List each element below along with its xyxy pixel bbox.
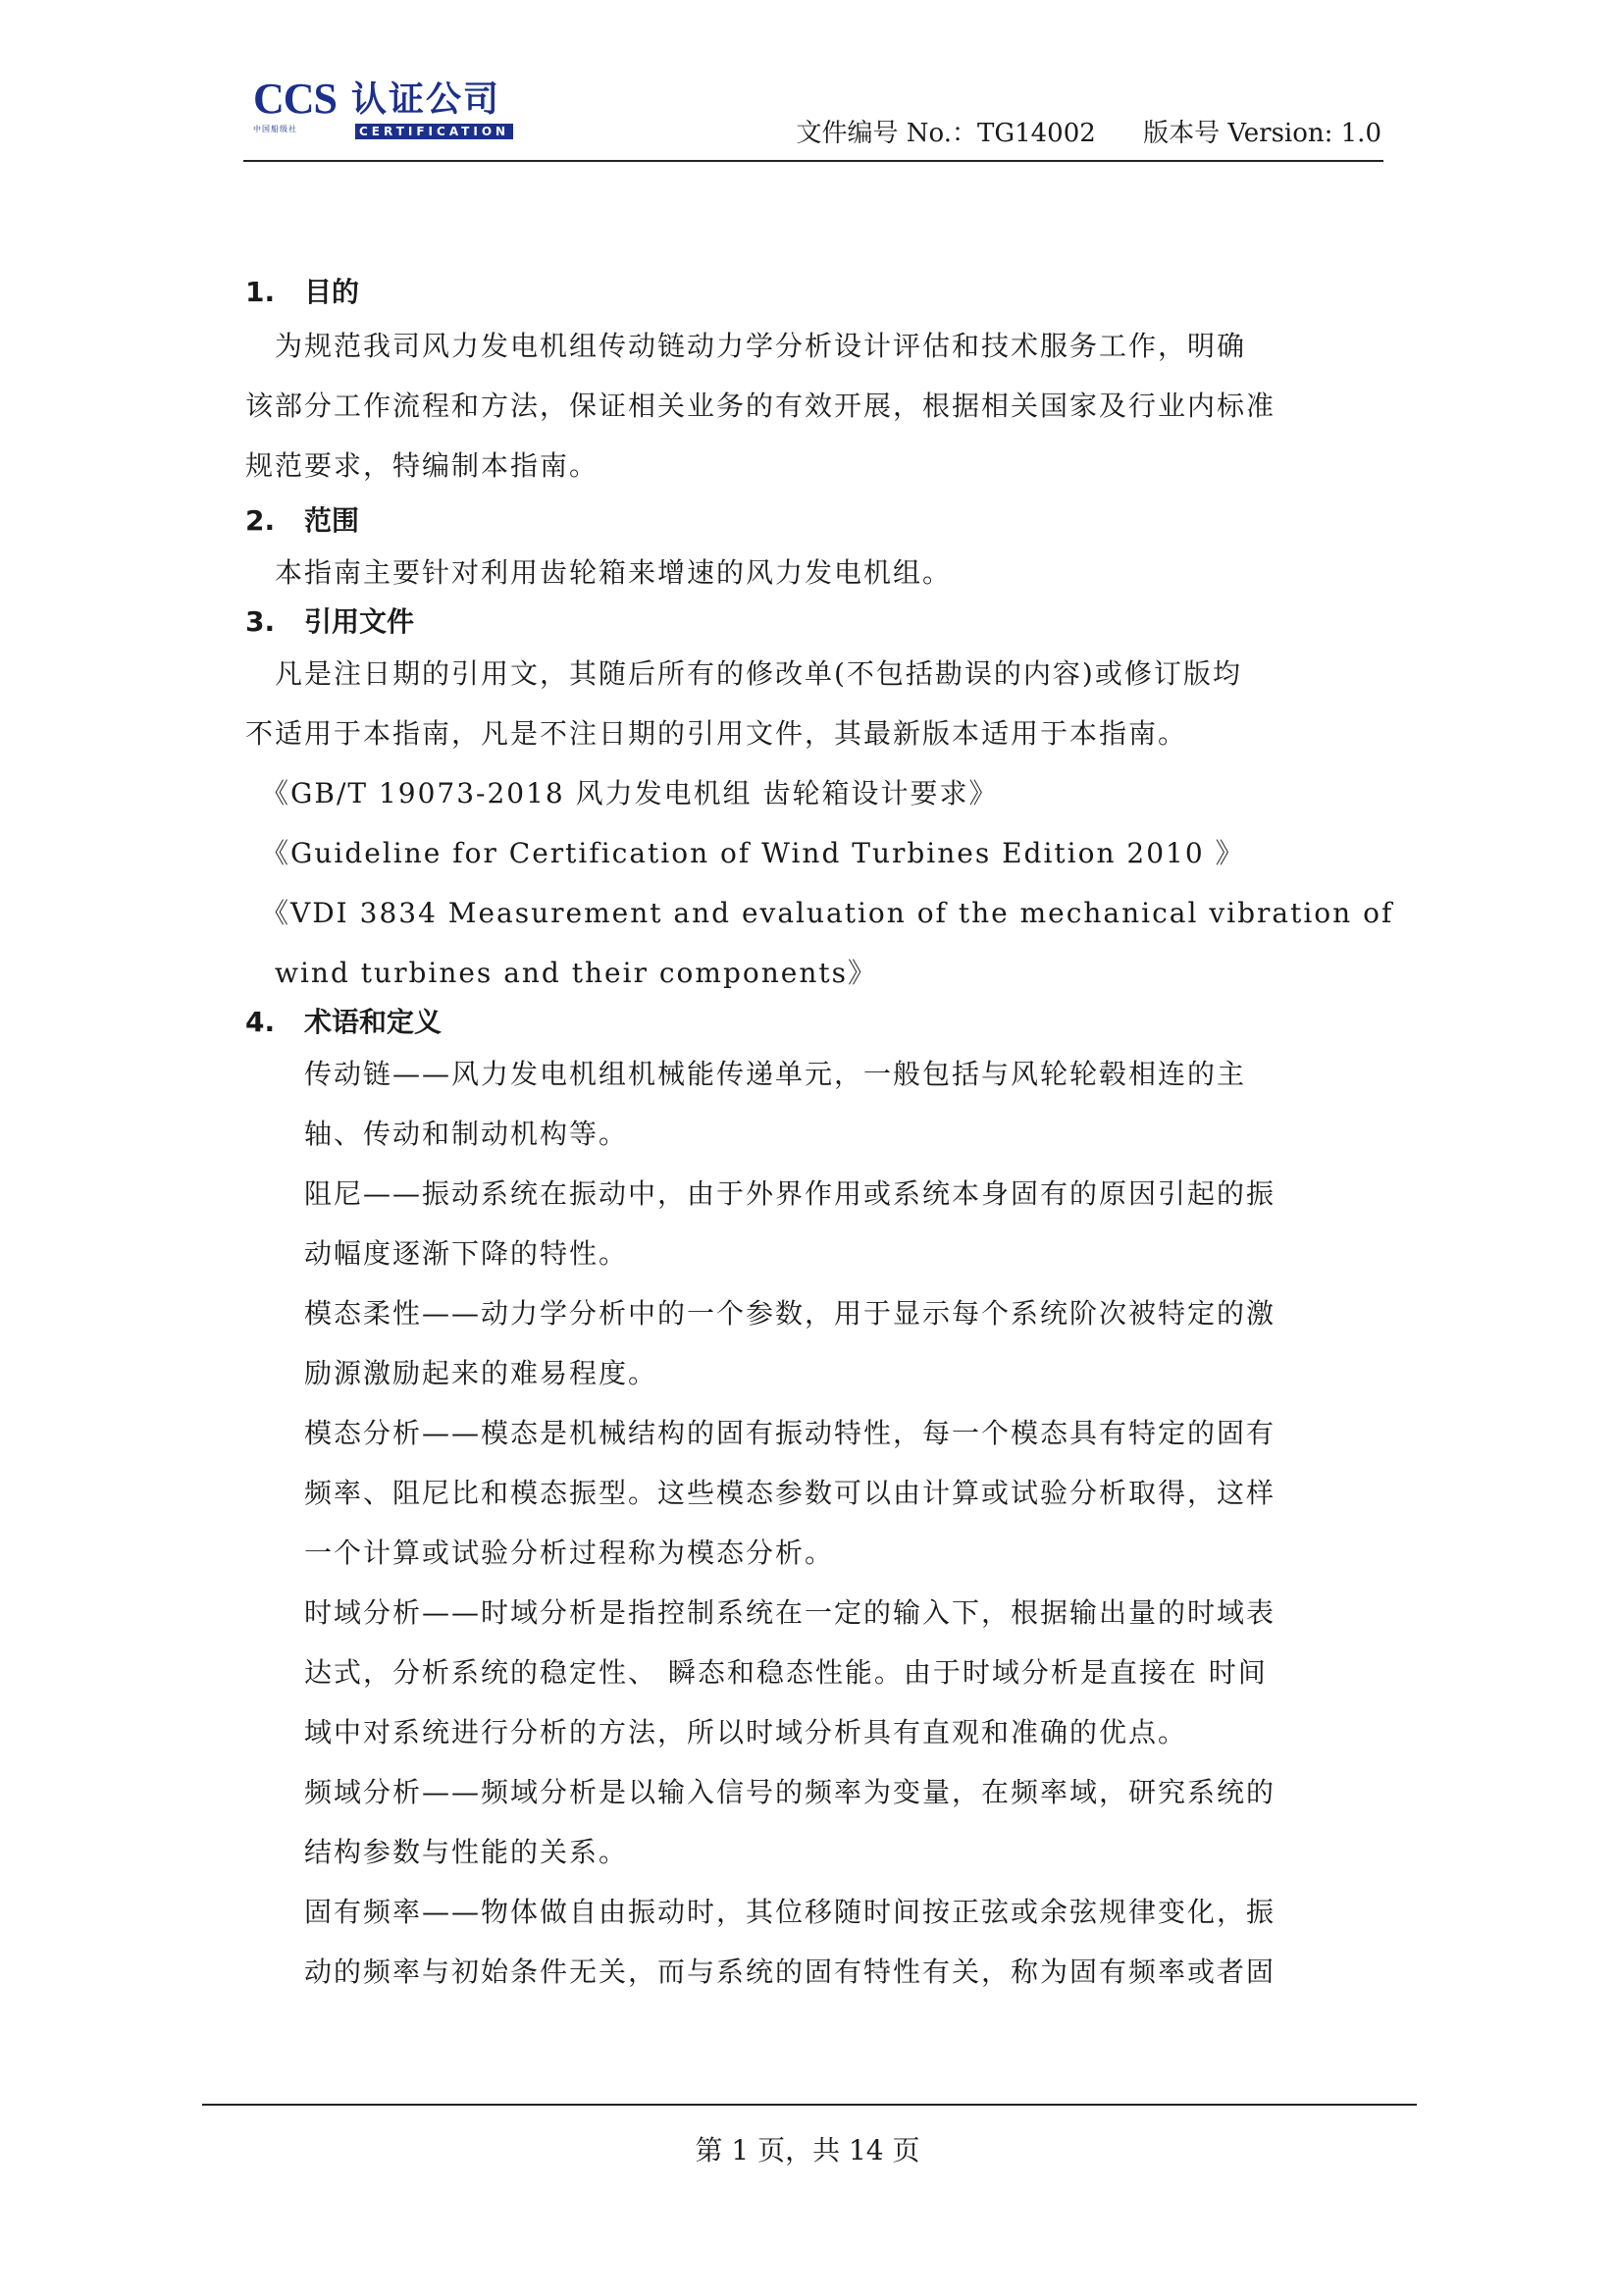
logo-ccs: CCS [253,75,338,123]
definition-line: 模态柔性——动力学分析中的一个参数，用于显示每个系统阶次被特定的激 [304,1297,1276,1330]
logo-cn: 认证公司 [351,79,501,120]
reference-item: wind turbines and their components》 [245,957,877,989]
page-number: 第 1 页，共 14 页 [695,2134,920,2166]
paragraph-line: 不适用于本指南，凡是不注日期的引用文件，其最新版本适用于本指南。 [245,717,1188,750]
section-heading-4 [245,1003,1383,1042]
reference-item: 《GB/T 19073-2018 风力发电机组 齿轮箱设计要求》 [245,777,999,809]
definition-line: 动的频率与初始条件无关，而与系统的固有特性有关，称为固有频率或者固 [304,1956,1276,1988]
paragraph-line: 为规范我司风力发电机组传动链动力学分析设计评估和技术服务工作，明确 [245,330,1247,362]
definition-line: 结构参数与性能的关系。 [304,1836,629,1868]
page-header [243,69,1381,163]
section-heading-3 [245,602,1383,642]
definition-line: 域中对系统进行分析的方法，所以时域分析具有直观和准确的优点。 [304,1716,1188,1748]
logo-sub: 中国船级社 [253,125,297,133]
section-title: 范围 [304,504,360,537]
section-number: 3. [245,605,276,638]
section-number: 4. [245,1006,276,1038]
paragraph-line: 规范要求，特编制本指南。 [245,449,599,482]
definition-line: 模态分析——模态是机械结构的固有振动特性，每一个模态具有特定的固有 [304,1417,1276,1449]
footer-divider [202,2104,1417,2106]
definition-line: 轴、传动和制动机构等。 [304,1118,629,1150]
document-number [791,118,1381,149]
definition-line: 励源激励起来的难易程度。 [304,1357,658,1389]
section-title: 目的 [304,276,360,308]
reference-item: 《Guideline for Certification of Wind Turbines Edition 2010 》 [245,837,1245,869]
section-heading-1 [245,273,1383,312]
definition-line: 频率、阻尼比和模态振型。这些模态参数可以由计算或试验分析取得，这样 [304,1477,1276,1509]
section-heading-2 [245,501,1383,541]
definition-line: 频域分析——频域分析是以输入信号的频率为变量，在频率域，研究系统的 [304,1776,1276,1808]
paragraph-line: 凡是注日期的引用文，其随后所有的修改单(不包括勘误的内容)或修订版均 [245,657,1242,690]
definition-line: 一个计算或试验分析过程称为模态分析。 [304,1537,835,1569]
section-number: 1. [245,276,276,308]
paragraph-line: 该部分工作流程和方法，保证相关业务的有效开展，根据相关国家及行业内标准 [245,390,1276,422]
section-number: 2. [245,504,276,537]
section-title: 术语和定义 [304,1006,443,1038]
section-title: 引用文件 [304,605,415,638]
definition-line: 达式，分析系统的稳定性、 瞬态和稳态性能。由于时域分析是直接在 时间 [304,1656,1268,1689]
definition-line: 动幅度逐渐下降的特性。 [304,1237,629,1270]
document-body [245,273,1394,2002]
header-divider [243,160,1383,162]
version-text: 版本号 Version: 1.0 [1143,119,1381,148]
paragraph-line: 本指南主要针对利用齿轮箱来增速的风力发电机组。 [245,556,953,589]
definition-line: 传动链——风力发电机组机械能传递单元，一般包括与风轮轮毂相连的主 [304,1058,1247,1090]
ccs-logo [253,77,547,145]
definition-line: 时域分析——时域分析是指控制系统在一定的输入下，根据输出量的时域表 [304,1596,1276,1629]
definition-line: 阻尼——振动系统在振动中，由于外界作用或系统本身固有的原因引起的振 [304,1177,1276,1210]
logo-certification: CERTIFICATION [355,124,513,139]
reference-item: 《VDI 3834 Measurement and evaluation of the mechanical vibration of [245,897,1394,929]
definition-line: 固有频率——物体做自由振动时，其位移随时间按正弦或余弦规律变化，振 [304,1896,1276,1928]
doc-no-text: 文件编号 No.：TG14002 [796,119,1096,148]
